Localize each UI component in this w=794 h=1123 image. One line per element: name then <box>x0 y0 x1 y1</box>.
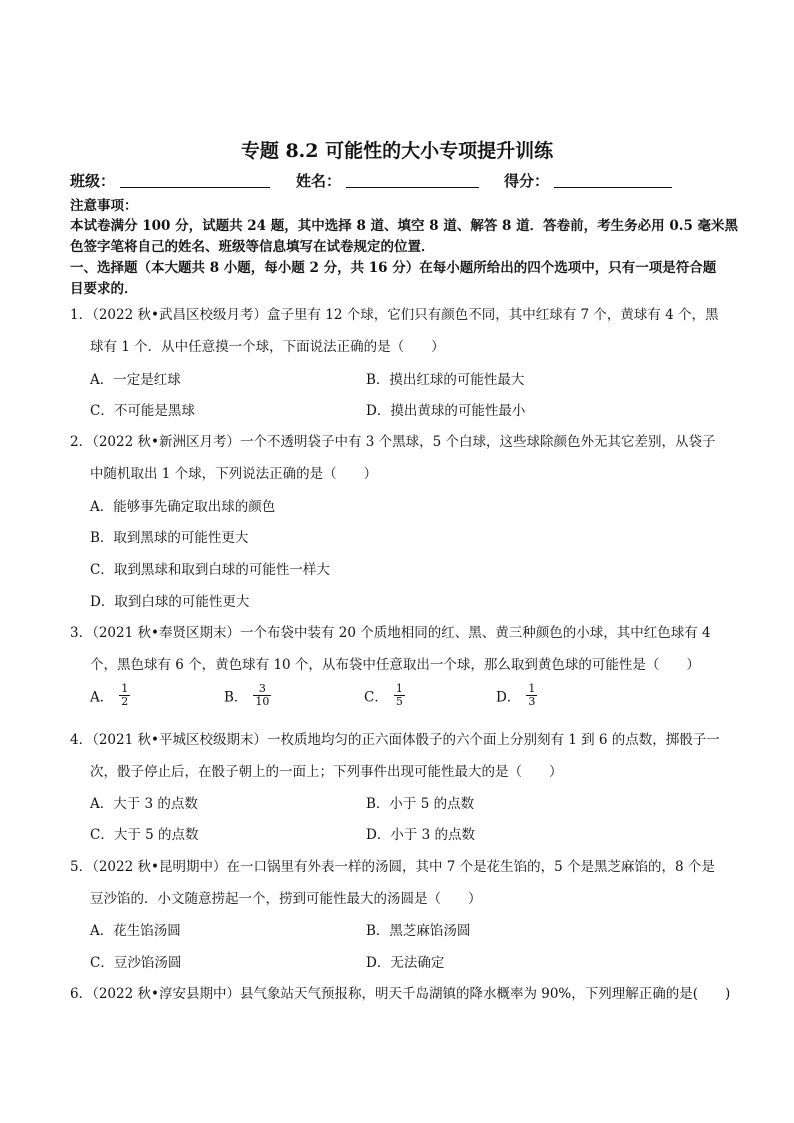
fraction-denominator: 3 <box>528 695 536 708</box>
question-1-option-a[interactable]: A．一定是红球 <box>90 372 181 388</box>
page-title: 专题 8.2 可能性的大小专项提升训练 <box>240 140 554 162</box>
fraction-numerator: 3 <box>253 683 271 696</box>
option-c-label: C． <box>364 689 388 706</box>
question-4-option-c[interactable]: C．大于 5 的点数 <box>90 827 199 843</box>
section-heading-line-2: 目要求的． <box>70 281 138 297</box>
question-5-option-a[interactable]: A．花生馅汤圆 <box>90 923 181 939</box>
notice-line-2: 色签字笔将自己的姓名、班级等信息填写在试卷规定的位置． <box>70 239 435 255</box>
score-label: 得分： <box>504 172 550 190</box>
name-blank[interactable] <box>346 187 479 188</box>
question-1-option-c[interactable]: C．不可能是黑球 <box>90 403 195 419</box>
fraction-denominator: 5 <box>395 695 403 708</box>
fraction-numerator: 1 <box>395 682 403 695</box>
option-a-label: A． <box>90 689 114 706</box>
question-5-line-1: 5．（2022 秋•昆明期中）在一口锅里有外表一样的汤圆，其中 7 个是花生馅的，5 个是黑芝麻馅的，8 个是 <box>70 859 715 875</box>
fraction <box>119 683 130 708</box>
question-4-option-a[interactable]: A．大于 3 的点数 <box>90 796 198 812</box>
question-5-option-d[interactable]: D．无法确定 <box>366 955 445 971</box>
question-1-option-d[interactable]: D．摸出黄球的可能性最小 <box>366 403 526 419</box>
question-4-option-d[interactable]: D．小于 3 的点数 <box>366 827 475 843</box>
fraction-numerator: 1 <box>528 682 536 695</box>
question-1-line-1: 1．（2022 秋•武昌区校级月考）盒子里有 12 个球，它们只有颜色不同，其中红球有 7 个，黄球有 4 个，黑 <box>70 307 719 323</box>
question-6-line-1: 6．（2022 秋•淳安县期中）县气象站天气预报称，明天千岛湖镇的降水概率为 90%，下列理解正确的是( ) <box>70 986 731 1002</box>
class-label: 班级： <box>70 172 116 190</box>
question-1-line-2: 球有 1 个．从中任意摸一个球，下面说法正确的是（ ） <box>90 339 445 355</box>
question-3-line-1: 3．（2021 秋•奉贤区期末）一个布袋中装有 20 个质地相同的红、黑、黄三种颜色的小球，其中红色球有 4 <box>70 625 711 641</box>
question-3-option-a[interactable] <box>90 683 130 708</box>
fraction <box>253 683 271 708</box>
name-label: 姓名： <box>296 172 342 190</box>
question-4-option-b[interactable]: B．小于 5 的点数 <box>366 796 475 812</box>
fraction-denominator: 2 <box>121 695 129 708</box>
question-2-option-a[interactable]: A．能够事先确定取出球的颜色 <box>90 499 276 515</box>
question-2-option-d[interactable]: D．取到白球的可能性更大 <box>90 594 250 610</box>
question-2-option-c[interactable]: C．取到黑球和取到白球的可能性一样大 <box>90 562 330 578</box>
question-1-option-b[interactable]: B．摸出红球的可能性最大 <box>366 372 525 388</box>
question-2-line-1: 2．（2022 秋•新洲区月考）一个不透明袋子中有 3 个黑球，5 个白球，这些球除颜色外无其它差别，从袋子 <box>70 434 716 450</box>
question-3-option-d[interactable] <box>496 683 537 708</box>
fraction-numerator: 1 <box>121 682 129 695</box>
question-5-line-2: 豆沙馅的．小文随意捞起一个，捞到可能性最大的汤圆是（ ） <box>90 891 482 907</box>
score-blank[interactable] <box>554 187 672 188</box>
question-5-option-c[interactable]: C．豆沙馅汤圆 <box>90 955 182 971</box>
option-b-label: B． <box>224 689 248 706</box>
class-blank[interactable] <box>120 187 270 188</box>
question-5-option-b[interactable]: B．黑芝麻馅汤圆 <box>366 923 471 939</box>
question-2-option-b[interactable]: B．取到黑球的可能性更大 <box>90 530 249 546</box>
fraction-denominator: 10 <box>255 695 270 708</box>
fraction <box>394 683 405 708</box>
notice-heading: 注意事项： <box>70 198 138 214</box>
notice-line-1: 本试卷满分 100 分，试题共 24 题，其中选择 8 道、填空 8 道、解答 8 道．答卷前，考生务必用 0.5 毫米黑 <box>70 218 739 234</box>
question-3-line-2: 个，黑色球有 6 个，黄色球有 10 个，从布袋中任意取出一个球，那么取到黄色球的可能性是（ ） <box>90 657 700 673</box>
question-4-line-1: 4．（2021 秋•平城区校级期末）一枚质地均匀的正六面体骰子的六个面上分别刻有 1 到 6 的点数，掷骰子一 <box>70 732 720 748</box>
question-2-line-2: 中随机取出 1 个球，下列说法正确的是（ ） <box>90 466 378 482</box>
question-3-option-c[interactable] <box>364 683 405 708</box>
question-3-option-b[interactable] <box>224 683 271 708</box>
section-heading-line-1: 一、选择题（本大题共 8 小题，每小题 2 分，共 16 分）在每小题所给出的四个选项中，只有一项是符合题 <box>70 260 717 276</box>
question-4-line-2: 次，骰子停止后，在骰子朝上的一面上；下列事件出现可能性最大的是（ ） <box>90 764 563 780</box>
option-d-label: D． <box>496 689 521 706</box>
fraction <box>526 683 537 708</box>
